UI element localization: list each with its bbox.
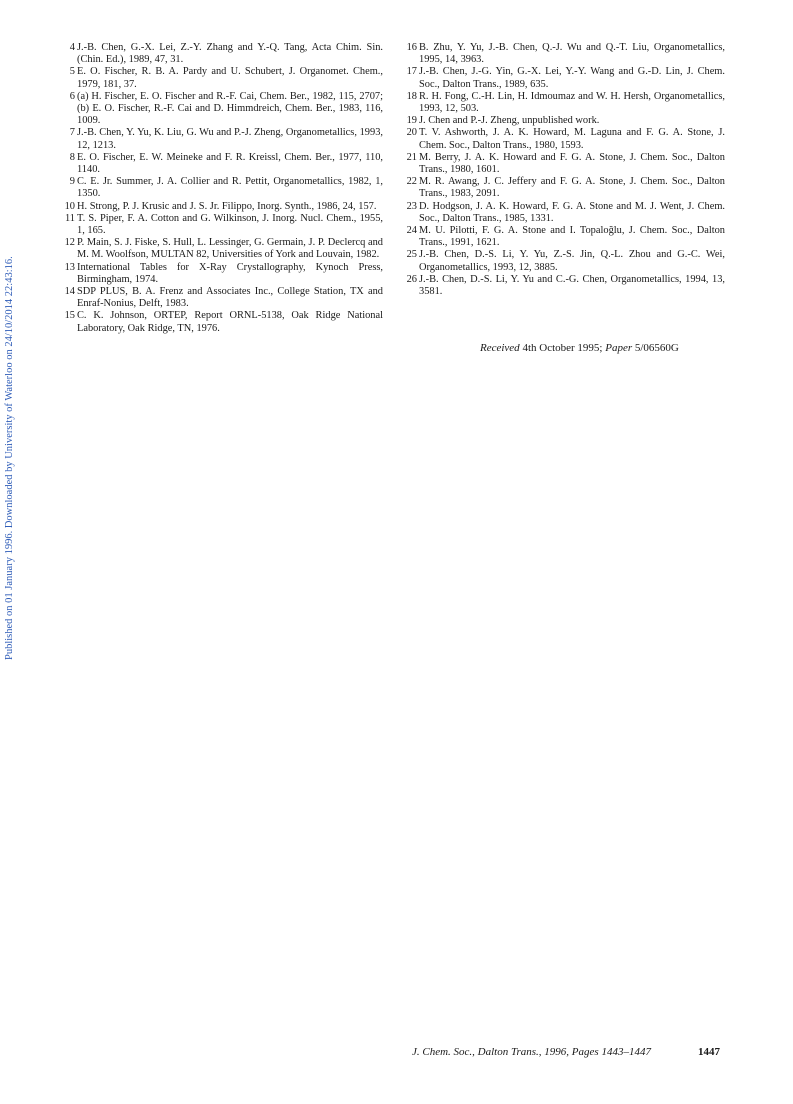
- reference-item: [407, 225, 725, 249]
- reference-item: [65, 201, 383, 213]
- reference-text: H. Strong, P. J. Krusic and J. S. Jr. Filippo, Inorg. Synth., 1986, 24, 157.: [77, 200, 377, 212]
- reference-number: 5: [69, 66, 75, 78]
- reference-text: E. O. Fischer, E. W. Meineke and F. R. Kreissl, Chem. Ber., 1977, 110, 1140.: [77, 151, 383, 176]
- paper-id: 5/06560G: [634, 342, 679, 354]
- reference-item: [65, 66, 383, 90]
- received-label: Received: [480, 342, 520, 354]
- paper-label: Paper: [605, 342, 633, 354]
- reference-number: 19: [406, 115, 417, 127]
- reference-text: J. Chen and P.-J. Zheng, unpublished work.: [419, 115, 600, 127]
- reference-text: J.-B. Chen, Y. Yu, K. Liu, G. Wu and P.-J. Zheng, Organometallics, 1993, 12, 1213.: [77, 127, 383, 151]
- reference-text: SDP PLUS, B. A. Frenz and Associates Inc., College Station, TX and Enraf-Nonius, Delft, 1983.: [77, 286, 383, 310]
- reference-item: [407, 249, 725, 273]
- reference-text: M. Berry, J. A. K. Howard and F. G. A. Stone, J. Chem. Soc., Dalton Trans., 1980, 1601.: [419, 151, 725, 176]
- received-date: 4th October 1995;: [522, 342, 606, 354]
- reference-number: 15: [64, 310, 75, 322]
- reference-item: [65, 127, 383, 151]
- reference-text: (a) H. Fischer, E. O. Fischer and R.-F. Cai, Chem. Ber., 1982, 115, 2707; (b) E. O. Fischer, R.-F. Cai and D. Himmdreich, Chem. Ber., 1983, 116, 1009.: [77, 90, 383, 127]
- reference-number: 8: [69, 151, 75, 163]
- reference-text: J.-B. Chen, D.-S. Li, Y. Yu and C.-G. Chen, Organometallics, 1994, 13, 3581.: [419, 273, 725, 298]
- reference-number: 14: [64, 286, 75, 298]
- reference-item: [407, 176, 725, 200]
- reference-text: C. K. Johnson, ORTEP, Report ORNL-5138, Oak Ridge National Laboratory, Oak Ridge, TN, 1976.: [77, 310, 383, 334]
- reference-number: 10: [64, 200, 75, 212]
- reference-number: 13: [64, 261, 75, 273]
- reference-text: T. V. Ashworth, J. A. K. Howard, M. Laguna and F. G. A. Stone, J. Chem. Soc., Dalton Trans., 1980, 1593.: [419, 127, 725, 151]
- reference-item: [65, 213, 383, 237]
- reference-number: 9: [69, 176, 75, 188]
- reference-item: [407, 152, 725, 176]
- page-number: 1447: [698, 1046, 720, 1058]
- reference-item: [407, 42, 725, 66]
- reference-item: [65, 237, 383, 261]
- download-watermark-text[interactable]: Published on 01 January 1996. Downloaded by University of Waterloo on 24/10/2014 22:43:16.: [4, 256, 15, 660]
- reference-text: R. H. Fong, C.-H. Lin, H. Idmoumaz and W. H. Hersh, Organometallics, 1993, 12, 503.: [419, 90, 725, 115]
- reference-text: International Tables for X-Ray Crystallography, Kynoch Press, Birmingham, 1974.: [77, 261, 383, 285]
- reference-number: 20: [406, 127, 417, 139]
- reference-number: 4: [69, 42, 75, 53]
- reference-number: 23: [406, 200, 417, 212]
- reference-item: [407, 127, 725, 151]
- reference-item: [65, 42, 383, 66]
- reference-number: 18: [406, 90, 417, 102]
- reference-text: M. R. Awang, J. C. Jeffery and F. G. A. Stone, J. Chem. Soc., Dalton Trans., 1983, 2091.: [419, 176, 725, 200]
- reference-number: 11: [64, 212, 75, 224]
- reference-text: J.-B. Chen, J.-G. Yin, G.-X. Lei, Y.-Y. Wang and G.-D. Lin, J. Chem. Soc., Dalton Trans., 1989, 635.: [419, 66, 725, 90]
- reference-number: 22: [406, 176, 417, 188]
- reference-item: [65, 91, 383, 128]
- reference-item: [407, 91, 725, 115]
- reference-number: 25: [406, 249, 417, 261]
- reference-number: 21: [406, 151, 417, 163]
- reference-number: 26: [406, 273, 417, 285]
- received-line: [480, 342, 679, 354]
- references-left-column: [65, 42, 383, 335]
- reference-number: 17: [406, 66, 417, 78]
- download-watermark: [2, 120, 18, 660]
- reference-text: C. E. Jr. Summer, J. A. Collier and R. Pettit, Organometallics, 1982, 1, 1350.: [77, 176, 383, 200]
- reference-item: [407, 274, 725, 298]
- footer-journal: J. Chem. Soc., Dalton Trans., 1996, Pages 1443–1447: [412, 1046, 651, 1058]
- reference-text: E. O. Fischer, R. B. A. Pardy and U. Schubert, J. Organomet. Chem., 1979, 181, 37.: [77, 66, 383, 90]
- reference-item: [65, 286, 383, 310]
- reference-number: 7: [69, 127, 75, 139]
- reference-number: 12: [64, 237, 75, 249]
- reference-item: [65, 310, 383, 334]
- reference-number: 6: [69, 90, 75, 102]
- reference-text: J.-B. Chen, G.-X. Lei, Z.-Y. Zhang and Y.-Q. Tang, Acta Chim. Sin. (Chin. Ed.), 1989, 47, 31.: [77, 42, 383, 66]
- reference-item: [407, 201, 725, 225]
- reference-text: T. S. Piper, F. A. Cotton and G. Wilkinson, J. Inorg. Nucl. Chem., 1955, 1, 165.: [77, 212, 383, 237]
- references-right-column: [407, 42, 725, 298]
- reference-number: 16: [406, 42, 417, 53]
- reference-item: [407, 115, 725, 127]
- reference-text: P. Main, S. J. Fiske, S. Hull, L. Lessinger, G. Germain, J. P. Declercq and M. M. Woolfson, MULTAN 82, Universities of York and Louvain, 1982.: [77, 237, 383, 261]
- reference-text: J.-B. Chen, D.-S. Li, Y. Yu, Z.-S. Jin, Q.-L. Zhou and G.-C. Wei, Organometallics, 1993, 12, 3885.: [419, 249, 725, 273]
- reference-item: [65, 152, 383, 176]
- reference-text: B. Zhu, Y. Yu, J.-B. Chen, Q.-J. Wu and Q.-T. Liu, Organometallics, 1995, 14, 3963.: [419, 42, 725, 66]
- reference-item: [65, 262, 383, 286]
- reference-text: M. U. Pilotti, F. G. A. Stone and I. Topaloğlu, J. Chem. Soc., Dalton Trans., 1991, 1621.: [419, 225, 725, 249]
- reference-text: D. Hodgson, J. A. K. Howard, F. G. A. Stone and M. J. Went, J. Chem. Soc., Dalton Trans., 1985, 1331.: [419, 200, 725, 224]
- reference-item: [65, 176, 383, 200]
- reference-item: [407, 66, 725, 90]
- reference-number: 24: [406, 225, 417, 237]
